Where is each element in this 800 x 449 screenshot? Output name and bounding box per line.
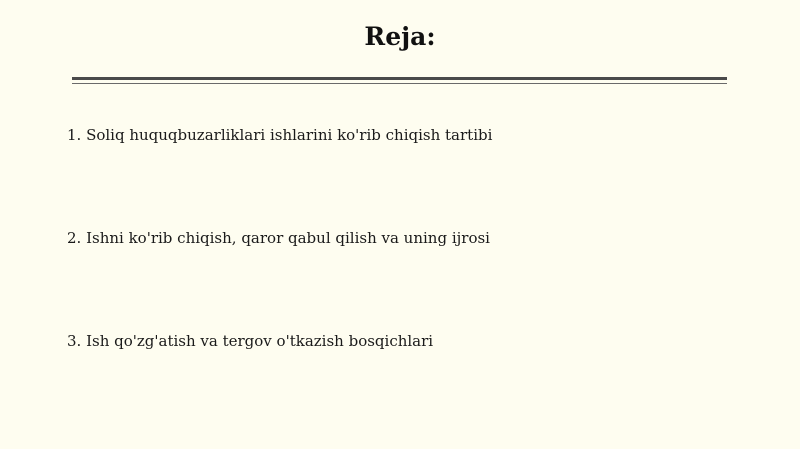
divider-thin-line bbox=[72, 83, 727, 84]
divider-thick-line bbox=[72, 77, 727, 80]
slide-title: Reja: bbox=[364, 22, 436, 51]
title-divider bbox=[72, 77, 727, 86]
plan-item-1: 1. Soliq huquqbuzarliklari ishlarini ko'rib chiqish tartibi bbox=[67, 126, 493, 144]
plan-item-3: 3. Ish qo'zg'atish va tergov o'tkazish bosqichlari bbox=[67, 332, 434, 350]
plan-item-2: 2. Ishni ko'rib chiqish, qaror qabul qilish va uning ijrosi bbox=[67, 229, 490, 247]
